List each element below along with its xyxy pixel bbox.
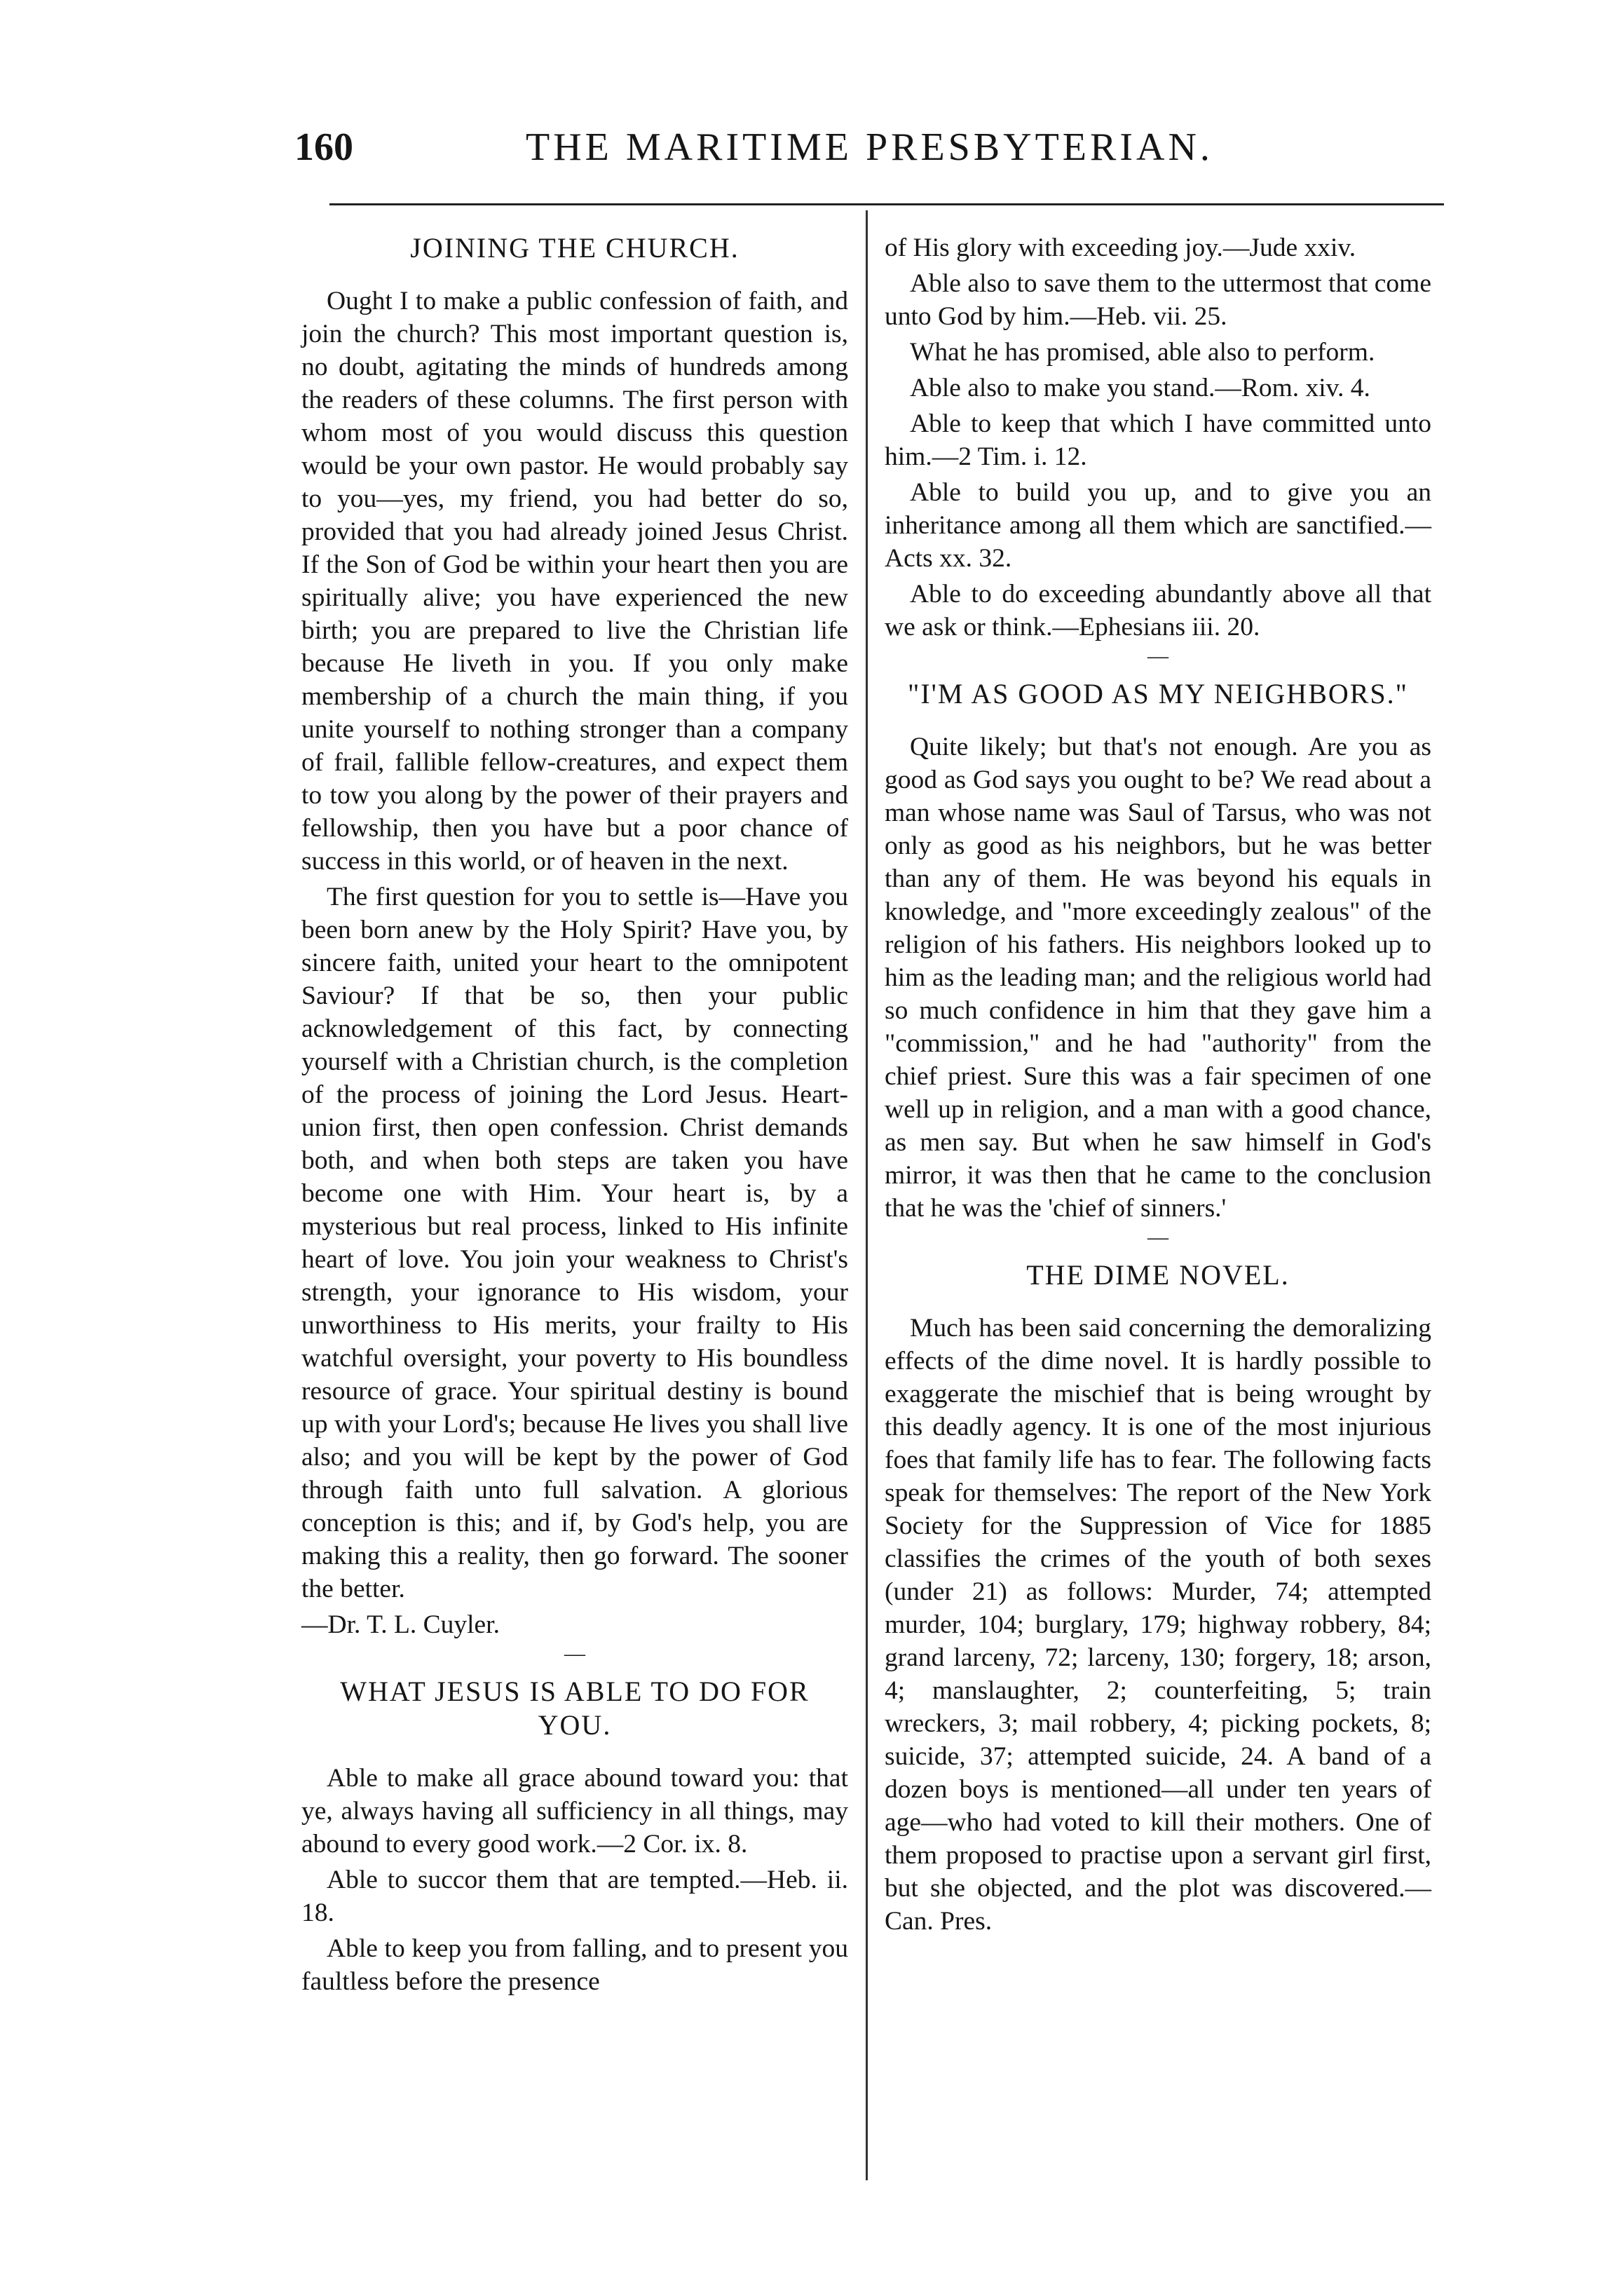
article-paragraph: Able to succor them that are tempted.—Heb. ii. 18. bbox=[301, 1866, 848, 1927]
page-header bbox=[294, 125, 1486, 188]
article-title-as-good-as-my-neighbors: "I'M AS GOOD AS MY NEIGHBORS." bbox=[907, 678, 1409, 709]
section-divider: — bbox=[1147, 644, 1168, 667]
article-paragraph: What he has promised, able also to perform. bbox=[910, 338, 1375, 367]
right-column bbox=[885, 231, 1431, 1941]
article-paragraph: Much has been said concerning the demoralizing effects of the dime novel. It is hardly possible to exaggerate the mischief that is being wrought by this deadly agency. It is one of the most injurious foes that family life has to fear. The following facts speak for themselves: The report of the New York Society for the Suppression of Vice for 1885 classifies the crimes of the youth of both sexes (under 21) as follows: Murder, 74; attempted murder, 104; burglary, 179; highway robbery, 84; grand larceny, 72; larceny, 130; forgery, 18; arson, 4; manslaughter, 2; counterfeiting, 5; train wreckers, 3; mail robbery, 4; picking pockets, 8; suicide, 37; attempted suicide, 24. A band of a dozen boys is mentioned—all under ten years of age—who had voted to kill their mothers. One of them proposed to practise upon a servant girl first, but she objected, and the plot was discovered.—Can. Pres. bbox=[885, 1314, 1431, 1936]
article-paragraph: Able to build you up, and to give you an inheritance among all them which are sanctified.—Acts xx. 32. bbox=[885, 478, 1431, 573]
article-title-joining-the-church: JOINING THE CHURCH. bbox=[410, 232, 740, 264]
article-title-what-jesus-is-able: WHAT JESUS IS ABLE TO DO FOR YOU. bbox=[340, 1676, 810, 1741]
article-title-the-dime-novel: THE DIME NOVEL. bbox=[1026, 1259, 1290, 1291]
article-paragraph: Ought I to make a public confession of faith, and join the church? This most important question is, no doubt, agitating the minds of hundreds among the readers of these columns. The first person with whom most of you would discuss this question would be your own pastor. He would probably say to you—yes, my friend, you had better do so, provided that you had already joined Jesus Christ. If the Son of God be within your heart then you are spiritually alive; you have experienced the new birth; you are prepared to live the Christian life because He liveth in you. If you only make membership of a church the main thing, if you unite yourself to nothing stronger than a company of frail, fallible fellow-creatures, and expect them to tow you along by the power of their prayers and fellowship, then you have but a poor chance of success in this world, or of heaven in the next. bbox=[301, 287, 848, 876]
article-paragraph: Able to do exceeding abundantly above all that we ask or think.—Ephesians iii. 20. bbox=[885, 580, 1431, 641]
article-paragraph: of His glory with exceeding joy.—Jude xxiv. bbox=[885, 233, 1356, 262]
article-paragraph: Quite likely; but that's not enough. Are you as good as God says you ought to be? We read about a man whose name was Saul of Tarsus, who was not only as good as his neighbors, but he was better than any of them. He was beyond his equals in knowledge, and "more exceedingly zealous" of the religion of his fathers. His neighbors looked up to him as the leading man; and the religious world had so much confidence in him that they gave him a "commission," and he had "authority" from the chief priest. Sure this was a fair specimen of one well up in religion, and a man with a good chance, as men say. But when he saw himself in God's mirror, it was then that he came to the conclusion that he was the 'chief of sinners.' bbox=[885, 733, 1431, 1223]
publication-title: THE MARITIME PRESBYTERIAN. bbox=[526, 125, 1213, 169]
article-paragraph: Able also to make you stand.—Rom. xiv. 4. bbox=[910, 374, 1370, 402]
article-paragraph: Able to keep you from falling, and to present you faultless before the presence bbox=[301, 1934, 848, 1996]
article-paragraph: Able also to save them to the uttermost that come unto God by him.—Heb. vii. 25. bbox=[885, 269, 1431, 331]
article-signature: —Dr. T. L. Cuyler. bbox=[301, 1610, 500, 1639]
left-column bbox=[301, 231, 848, 2001]
article-paragraph: Able to keep that which I have committed unto him.—2 Tim. i. 12. bbox=[885, 409, 1431, 471]
section-divider: — bbox=[1147, 1225, 1168, 1249]
header-rule bbox=[329, 203, 1444, 205]
section-divider: — bbox=[564, 1642, 585, 1665]
column-separator bbox=[866, 210, 868, 2180]
article-paragraph: Able to make all grace abound toward you: that ye, always having all sufficiency in all things, may abound to every good work.—2 Cor. ix. 8. bbox=[301, 1764, 848, 1859]
article-paragraph: The first question for you to settle is—Have you been born anew by the Holy Spirit? Have you, by sincere faith, united your heart to the omnipotent Saviour? If that be so, then your public acknowledgement of this fact, by connecting yourself with a Christian church, is the completion of the process of joining the Lord Jesus. Heart-union first, then open confession. Christ demands both, and when both steps are taken you have become one with Him. Your heart is, by a mysterious but real process, linked to His infinite heart of love. You join your weakness to Christ's strength, your ignorance to His wisdom, your unworthiness to His merits, your frailty to His watchful oversight, your poverty to His boundless resource of grace. Your spiritual destiny is bound up with your Lord's; because He lives you shall live also; and you will be kept by the power of God through faith unto full salvation. A glorious conception is this; and if, by God's help, you are making this a reality, then go forward. The sooner the better. bbox=[301, 883, 848, 1603]
page-number: 160 bbox=[294, 125, 353, 169]
